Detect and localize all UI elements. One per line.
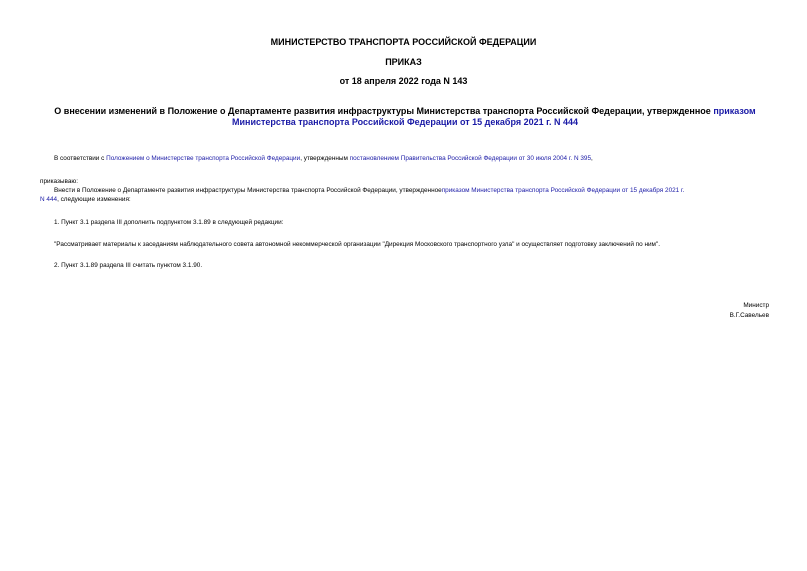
- signature-position: Министр: [743, 302, 769, 309]
- order-link[interactable]: приказом Министерства транспорта Российской Федерации от 15 декабря 2021 г.: [441, 187, 685, 194]
- regulation-link[interactable]: Положением о Министерстве транспорта Российской Федерации: [106, 155, 301, 162]
- item-1: 1. Пункт 3.1 раздела III дополнить подпунктом 3.1.89 в следующей редакции:: [54, 219, 284, 226]
- title-text: О внесении изменений в Положение о Департаменте развития инфраструктуры Министерства транспорта Российской Федерации, утвержденное: [54, 106, 714, 116]
- government-decree-link[interactable]: постановлением Правительства Российской Федерации от 30 июля 2004 г. N 395: [349, 155, 592, 162]
- paragraph-changes-line1: [54, 186, 684, 195]
- quoted-text: "Рассматривает материалы к заседаниям наблюдательного совета автономной некоммерческой организации "Дирекция Московского транспортного узла" и осуществляет подготовку заключений по ним".: [54, 241, 660, 248]
- item-2: 2. Пункт 3.1.89 раздела III считать пунктом 3.1.90.: [54, 262, 203, 269]
- signature-name: В.Г.Савельев: [729, 312, 769, 319]
- document-title: [50, 106, 760, 128]
- title-order-link[interactable]: приказом Министерства транспорта Российской Федерации от 15 декабря 2021 г. N 444: [232, 106, 756, 127]
- orders-text: приказываю:: [40, 178, 78, 185]
- para1-end: ,: [591, 155, 593, 162]
- order-link-number[interactable]: N 444: [40, 196, 58, 203]
- para2-end: , следующие изменения:: [57, 196, 131, 203]
- ministry-heading: МИНИСТЕРСТВО ТРАНСПОРТА РОССИЙСКОЙ ФЕДЕРАЦИИ: [270, 37, 537, 47]
- para2-pre: Внести в Положение о Департаменте развития инфраструктуры Министерства транспорта Российской Федерации, утвержденное: [54, 187, 442, 194]
- date-number: от 18 апреля 2022 года N 143: [339, 76, 468, 86]
- paragraph-changes-line2: [40, 195, 131, 204]
- para1-mid: , утвержденным: [300, 155, 350, 162]
- document-type: ПРИКАЗ: [385, 57, 422, 67]
- paragraph-basis: [54, 154, 593, 163]
- para1-pre: В соответствии с: [54, 155, 107, 162]
